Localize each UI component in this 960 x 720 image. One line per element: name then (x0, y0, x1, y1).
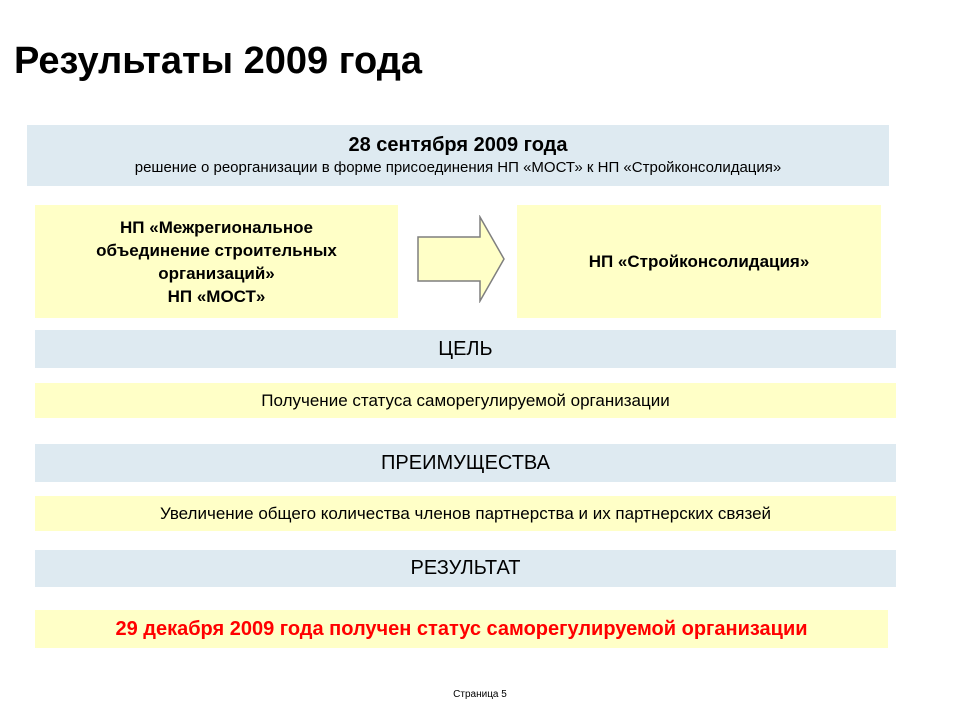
source-organization-box (35, 205, 398, 318)
advantages-text: Увеличение общего количества членов партнерства и их партнерских связей (159, 503, 772, 523)
result-header (35, 550, 896, 587)
goal-header (35, 330, 896, 368)
decision-date: 28 сентября 2009 года (348, 133, 568, 156)
source-org-line: НП «Межрегиональное (120, 217, 313, 237)
source-org-line: объединение строительных (96, 240, 337, 260)
source-org-line: организаций» (158, 263, 275, 283)
target-org-name: НП «Стройконсолидация» (588, 251, 810, 271)
advantages-header-label: ПРЕИМУЩЕСТВА (381, 451, 550, 474)
page-number: Страница 5 (453, 689, 507, 700)
target-organization-box (517, 205, 881, 318)
goal-text: Получение статуса саморегулируемой организации (261, 390, 670, 410)
right-arrow-icon (416, 215, 506, 303)
reorganization-decision-box (27, 125, 889, 186)
advantages-text-box (35, 496, 896, 531)
result-header-label: РЕЗУЛЬТАТ (410, 557, 521, 579)
page-title: Результаты 2009 года (14, 40, 423, 82)
goal-header-label: ЦЕЛЬ (438, 337, 493, 360)
source-org-line: НП «МОСТ» (167, 286, 266, 306)
decision-text: решение о реорганизации в форме присоединения НП «МОСТ» к НП «Стройконсолидация» (134, 158, 782, 176)
result-text-box (35, 610, 888, 648)
result-text: 29 декабря 2009 года получен статус саморегулируемой организации (115, 617, 808, 640)
advantages-header (35, 444, 896, 482)
goal-text-box (35, 383, 896, 418)
